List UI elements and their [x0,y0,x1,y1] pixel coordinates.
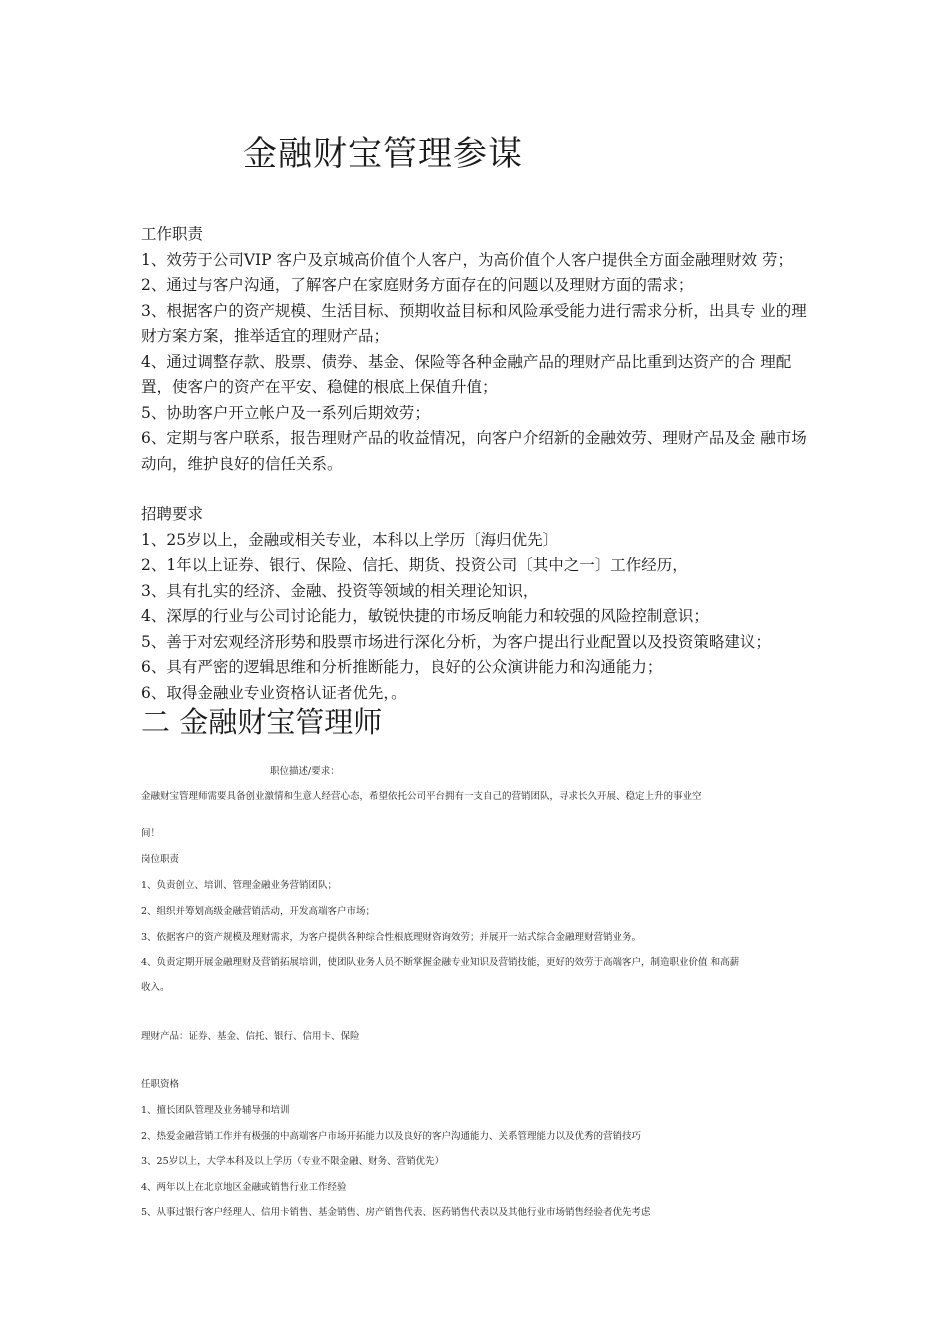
intro-line: 金融财宝管理师需要具备创业激情和生意人经营心态，希望依托公司平台拥有一支自己的营销团队，寻求长久开展、稳定上升的事业空 [141,791,702,802]
paragraph: 5、协助客户开立帐户及一系列后期效劳； [141,403,430,422]
paragraph: 1、效劳于公司VIP 客户及京城高价值个人客户，为高价值个人客户提供全方面金融理财效 劳； [141,250,793,269]
duty-item: 3、依据客户的资产规模及理财需求，为客户提供各种综合性根底理财咨询效劳；并展开一站式综合金融理财营销业务。 [141,932,642,943]
qual-item: 1、擅长团队管理及业务辅导和培训 [141,1105,290,1116]
duty-item: 收入。 [141,982,170,993]
duty-item: 2、组织并筹划高级金融营销活动，开发高端客户市场； [141,906,376,917]
paragraph: 2、通过与客户沟通，了解客户在家庭财务方面存在的问题以及理财方面的需求； [141,276,694,294]
paragraph: 4、通过调整存款、股票、债券、基金、保险等各种金融产品的理财产品比重到达资产的合 理配置，使客户的资产在平安、稳健的根底上保值升值； [141,352,792,396]
paragraph: 3、具有扎实的经济、金融、投资等领域的相关理论知识， [141,581,539,600]
job-desc-label: 职位描述/要求： [270,766,340,777]
paragraph: 1、25岁以上，金融或相关专业，本科以上学历〔海归优先〕 [141,530,559,549]
section-1 [141,222,817,706]
paragraph: 6、取得金融业专业资格认证者优先，。 [141,683,407,702]
duty-item: 4、负责定期开展金融理财及营销拓展培训，使团队业务人员不断掌握金融专业知识及营销技能，更好的效劳于高端客户，制造职业价值 和高薪 [141,957,740,968]
section-heading-duties: 工作职责 [141,225,204,243]
paragraph: 3、根据客户的资产规模、生活目标、预期收益目标和风险承受能力进行需求分析，出具专 业的理财方案方案，推举适宜的理财产品； [141,301,807,345]
qual-item: 2、热爱金融营销工作并有极强的中高端客户市场开拓能力以及良好的客户沟通能力、关系管理能力以及优秀的营销技巧 [141,1131,642,1142]
qual-item: 3、25岁以上，大学本科及以上学历（专业不限金融、财务、营销优先） [141,1156,445,1167]
paragraph: 2、1年以上证券、银行、保险、信托、期货、投资公司〔其中之一〕工作经历， [141,556,688,574]
qual-heading: 任职资格 [141,1079,180,1090]
intro-line: 间！ [141,828,161,839]
paragraph: 6、定期与客户联系，报告理财产品的收益情况，向客户介绍新的金融效劳、理财产品及金 融市场动向，维护良好的信任关系。 [141,429,807,473]
qual-item: 5、从事过银行客户经理人、信用卡销售、基金销售、房产销售代表、医药销售代表以及其他行业市场销售经验者优先考虑 [141,1207,651,1218]
duty-item: 1、负责创立、培训、管理金融业务营销团队； [141,880,338,891]
qual-item: 4、两年以上在北京地区金融或销售行业工作经验 [141,1182,347,1193]
paragraph: 6、具有严密的逻辑思维和分析推断能力，良好的公众演讲能力和沟通能力； [141,658,663,676]
paragraph: 4、深厚的行业与公司讨论能力，敏锐快捷的市场反响能力和较强的风险控制意识； [141,607,709,625]
duty-heading: 岗位职责 [141,854,180,865]
spacer [141,477,817,502]
doc-title-1: 金融财宝管理参谋 [243,134,523,174]
section-heading-requirements: 招聘要求 [141,505,204,523]
products-line: 理财产品：证券、基金、信托、银行、信用卡、保险 [141,1031,360,1042]
doc-title-2: 二 金融财宝管理师 [141,705,383,739]
paragraph: 5、善于对宏观经济形势和股票市场进行深化分析，为客户提出行业配置以及投资策略建议； [141,632,771,651]
